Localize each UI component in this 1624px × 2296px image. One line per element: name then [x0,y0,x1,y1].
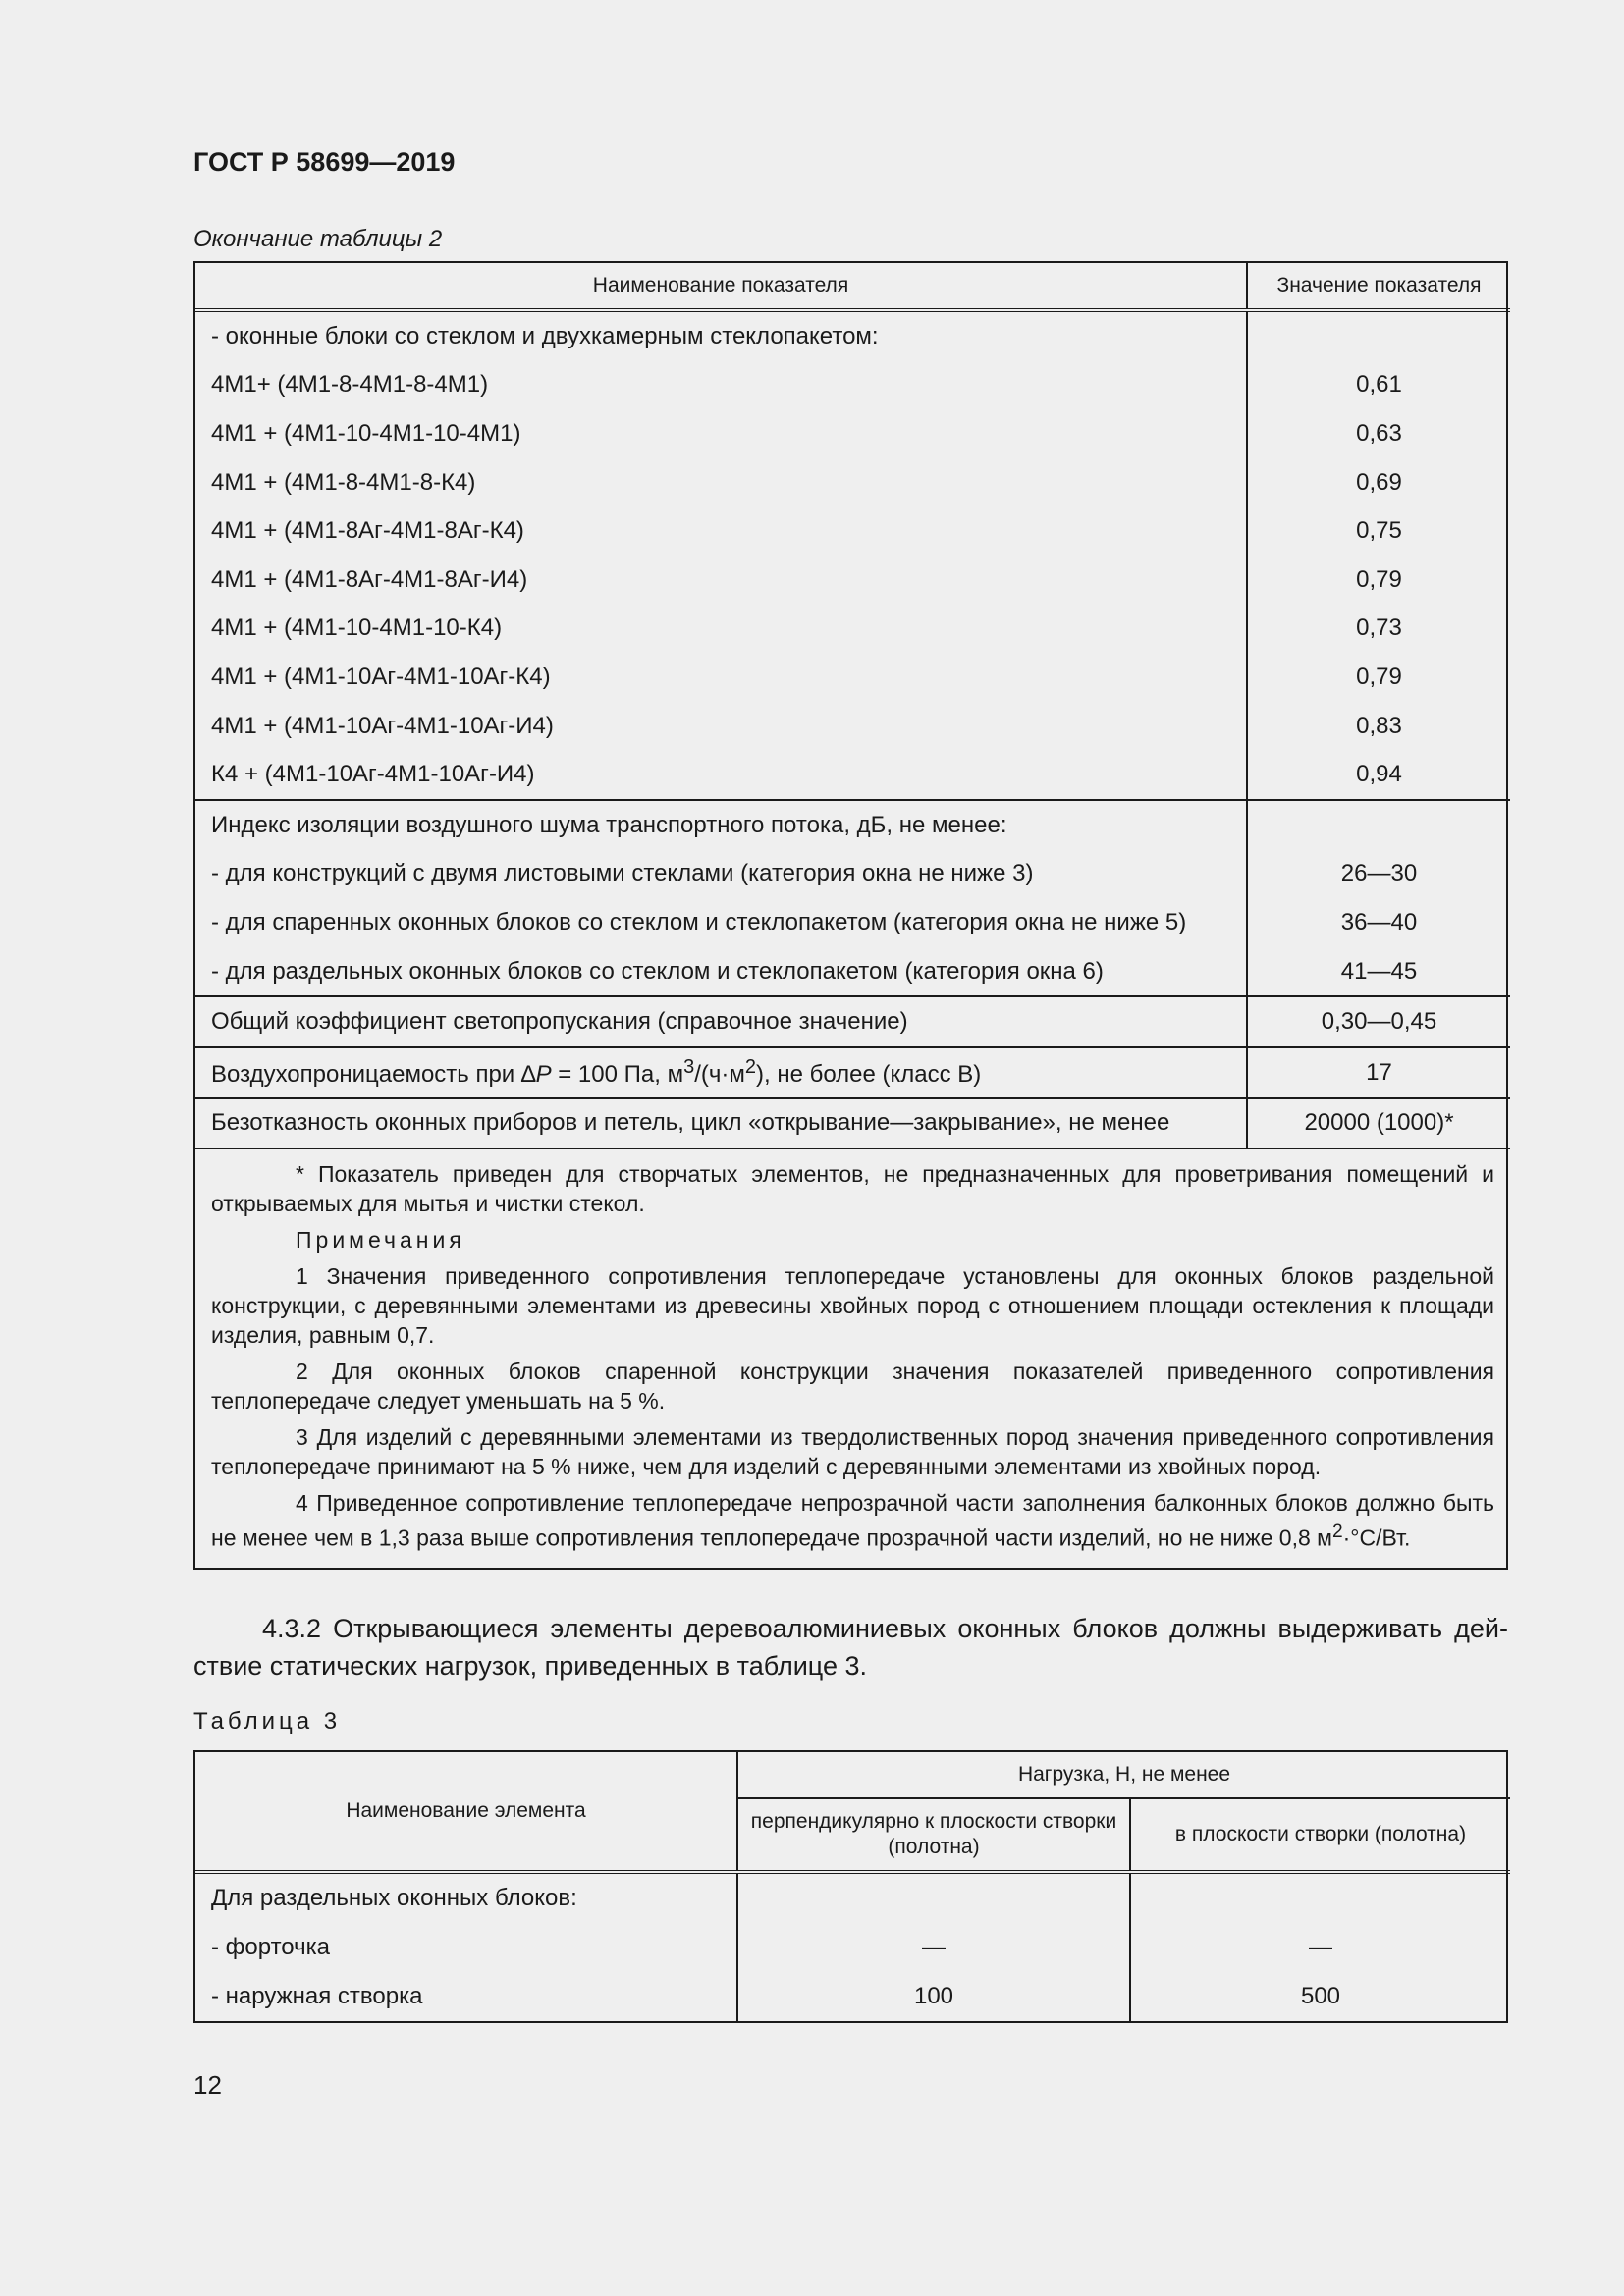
row-name: К4 + (4М1-10Аг-4М1-10Аг-И4) [211,761,535,788]
row-name: - для раздельных оконных блоков со стеклом и стеклопакетом (категория окна 6) [211,957,1104,985]
row-name: Для раздельных оконных блоков: [211,1885,577,1911]
row-name: 4М1+ (4М1-8-4М1-8-4М1) [211,371,489,399]
note-1: 1 Значения приведенного сопротивления теплопередаче установлены для оконных блоков раздельной конструкции, с деревянными элементами из древесины хвойных пород с отношением площади остекления к площади изделия, равным 0,7. [211,1263,1494,1349]
table-row [195,750,1510,800]
row-value [1247,310,1510,361]
table-row [195,1972,1510,2021]
row-value: 41—45 [1247,947,1510,997]
row-name: - наружная створка [211,1983,423,2009]
row-value: 0,30—0,45 [1247,996,1510,1047]
row-name: 4М1 + (4М1-8-4М1-8-К4) [211,468,476,496]
row-plane [1130,1872,1510,1923]
row-name: 4М1 + (4М1-10Аг-4М1-10Аг-К4) [211,663,551,690]
row-perp: 100 [737,1972,1130,2021]
row-plane: — [1130,1923,1510,1972]
row-perp [737,1872,1130,1923]
row-name: 4М1 + (4М1-10-4М1-10-К4) [211,614,503,642]
row-value: 0,69 [1247,458,1510,507]
table-3 [193,1750,1508,2023]
row-name: - для спаренных оконных блоков со стеклом и стеклопакетом (категория окна не ниже 5) [211,908,1187,935]
table-row [195,653,1510,702]
table-row [195,1923,1510,1972]
note-3: 3 Для изделий с деревянными элементами из твердолиственных пород значения приведенного сопротивления теплопередаче принимают на 5 % ниже, чем для изделий с деревянными элементами из хвойных пород. [211,1424,1494,1480]
table-row [195,996,1510,1047]
row-value: 0,83 [1247,702,1510,751]
table-row [195,310,1510,361]
row-value: 0,79 [1247,653,1510,702]
table-row [195,1047,1510,1098]
table3-header-plane: в плоскости створки (полотна) [1130,1798,1510,1872]
table-row [195,605,1510,654]
note-2: 2 Для оконных блоков спаренной конструкции значения показателей приведенного сопротивления теплопередаче следует уменьшать на 5 %. [211,1359,1494,1415]
row-value: 0,94 [1247,750,1510,800]
table-row [195,850,1510,899]
table2-header-value: Значение показателя [1247,263,1510,310]
row-name: - оконные блоки со стеклом и двухкамерным стеклопакетом: [211,322,879,349]
table-row [195,556,1510,605]
document-header: ГОСТ Р 58699—2019 [193,147,456,177]
table-row [195,1098,1510,1149]
footnote: * Показатель приведен для створчатых элементов, не предназначенных для проветривания помещений и открываемых для мытья и чистки стекол. [211,1161,1494,1217]
row-name: - для конструкций с двумя листовыми стеклами (категория окна не ниже 3) [211,860,1034,887]
row-name: Воздухопроницаемость при ∆P = 100 Па, $м^3/(ч\cdot м^2)$, не более (класс В) [195,1047,1247,1098]
row-value: 0,73 [1247,605,1510,654]
section-paragraph: 4.3.2 Открывающиеся элементы деревоалюминиевых оконных блоков должны выдерживать действие статических нагрузок, приведенных в таблице 3. [193,1614,1508,1681]
note-4: 4 Приведенное сопротивление теплопередаче непрозрачной части заполнения балконных блоков должно быть не менее чем в 1,3 раза выше сопротивления теплопередаче прозрачной части изделий, но не ниже 0,8 $м^2\cdot^\circ С/Вт$. [211,1490,1494,1551]
table-row [195,947,1510,997]
row-value: 0,79 [1247,556,1510,605]
row-plane: 500 [1130,1972,1510,2021]
row-value: 36—40 [1247,898,1510,947]
row-name: Индекс изоляции воздушного шума транспортного потока, дБ, не менее: [195,800,1247,850]
table-row [195,409,1510,458]
row-name: 4М1 + (4М1-10Аг-4М1-10Аг-И4) [211,712,554,739]
table2-notes [195,1148,1510,1568]
row-value: 0,75 [1247,507,1510,556]
row-value: 17 [1247,1047,1510,1098]
row-name: 4М1 + (4М1-10-4М1-10-4М1) [211,419,521,447]
page-number: 12 [193,2070,222,2100]
row-name: - форточка [211,1934,330,1960]
notes-title: Примечания [296,1227,465,1254]
table-row [195,1872,1510,1923]
table3-caption: Таблица 3 [193,1708,342,1735]
table2-caption: Окончание таблицы 2 [193,226,443,252]
table3-header-name: Наименование элемента [195,1752,737,1872]
table-row [195,361,1510,410]
table-2 [193,261,1508,1570]
table2-header-name: Наименование показателя [195,263,1247,310]
table-row [195,507,1510,556]
row-name: Общий коэффициент светопропускания (справочное значение) [195,996,1247,1047]
row-value [1247,800,1510,850]
row-value: 26—30 [1247,850,1510,899]
row-name: 4М1 + (4М1-8Аг-4М1-8Аг-И4) [211,565,528,593]
table3-header-perp: перпендикулярно к плоскости створки (полотна) [737,1798,1130,1872]
row-value: 20000 (1000)* [1247,1098,1510,1149]
table-row [195,702,1510,751]
table3-header-load: Нагрузка, Н, не менее [737,1752,1510,1798]
row-value: 0,61 [1247,361,1510,410]
table-row [195,458,1510,507]
row-perp: — [737,1923,1130,1972]
row-value: 0,63 [1247,409,1510,458]
table-row [195,800,1510,850]
row-name: 4М1 + (4М1-8Аг-4М1-8Аг-К4) [211,517,524,545]
table-row [195,898,1510,947]
row-name: Безотказность оконных приборов и петель, цикл «открывание—закрывание», не менее [195,1098,1247,1149]
